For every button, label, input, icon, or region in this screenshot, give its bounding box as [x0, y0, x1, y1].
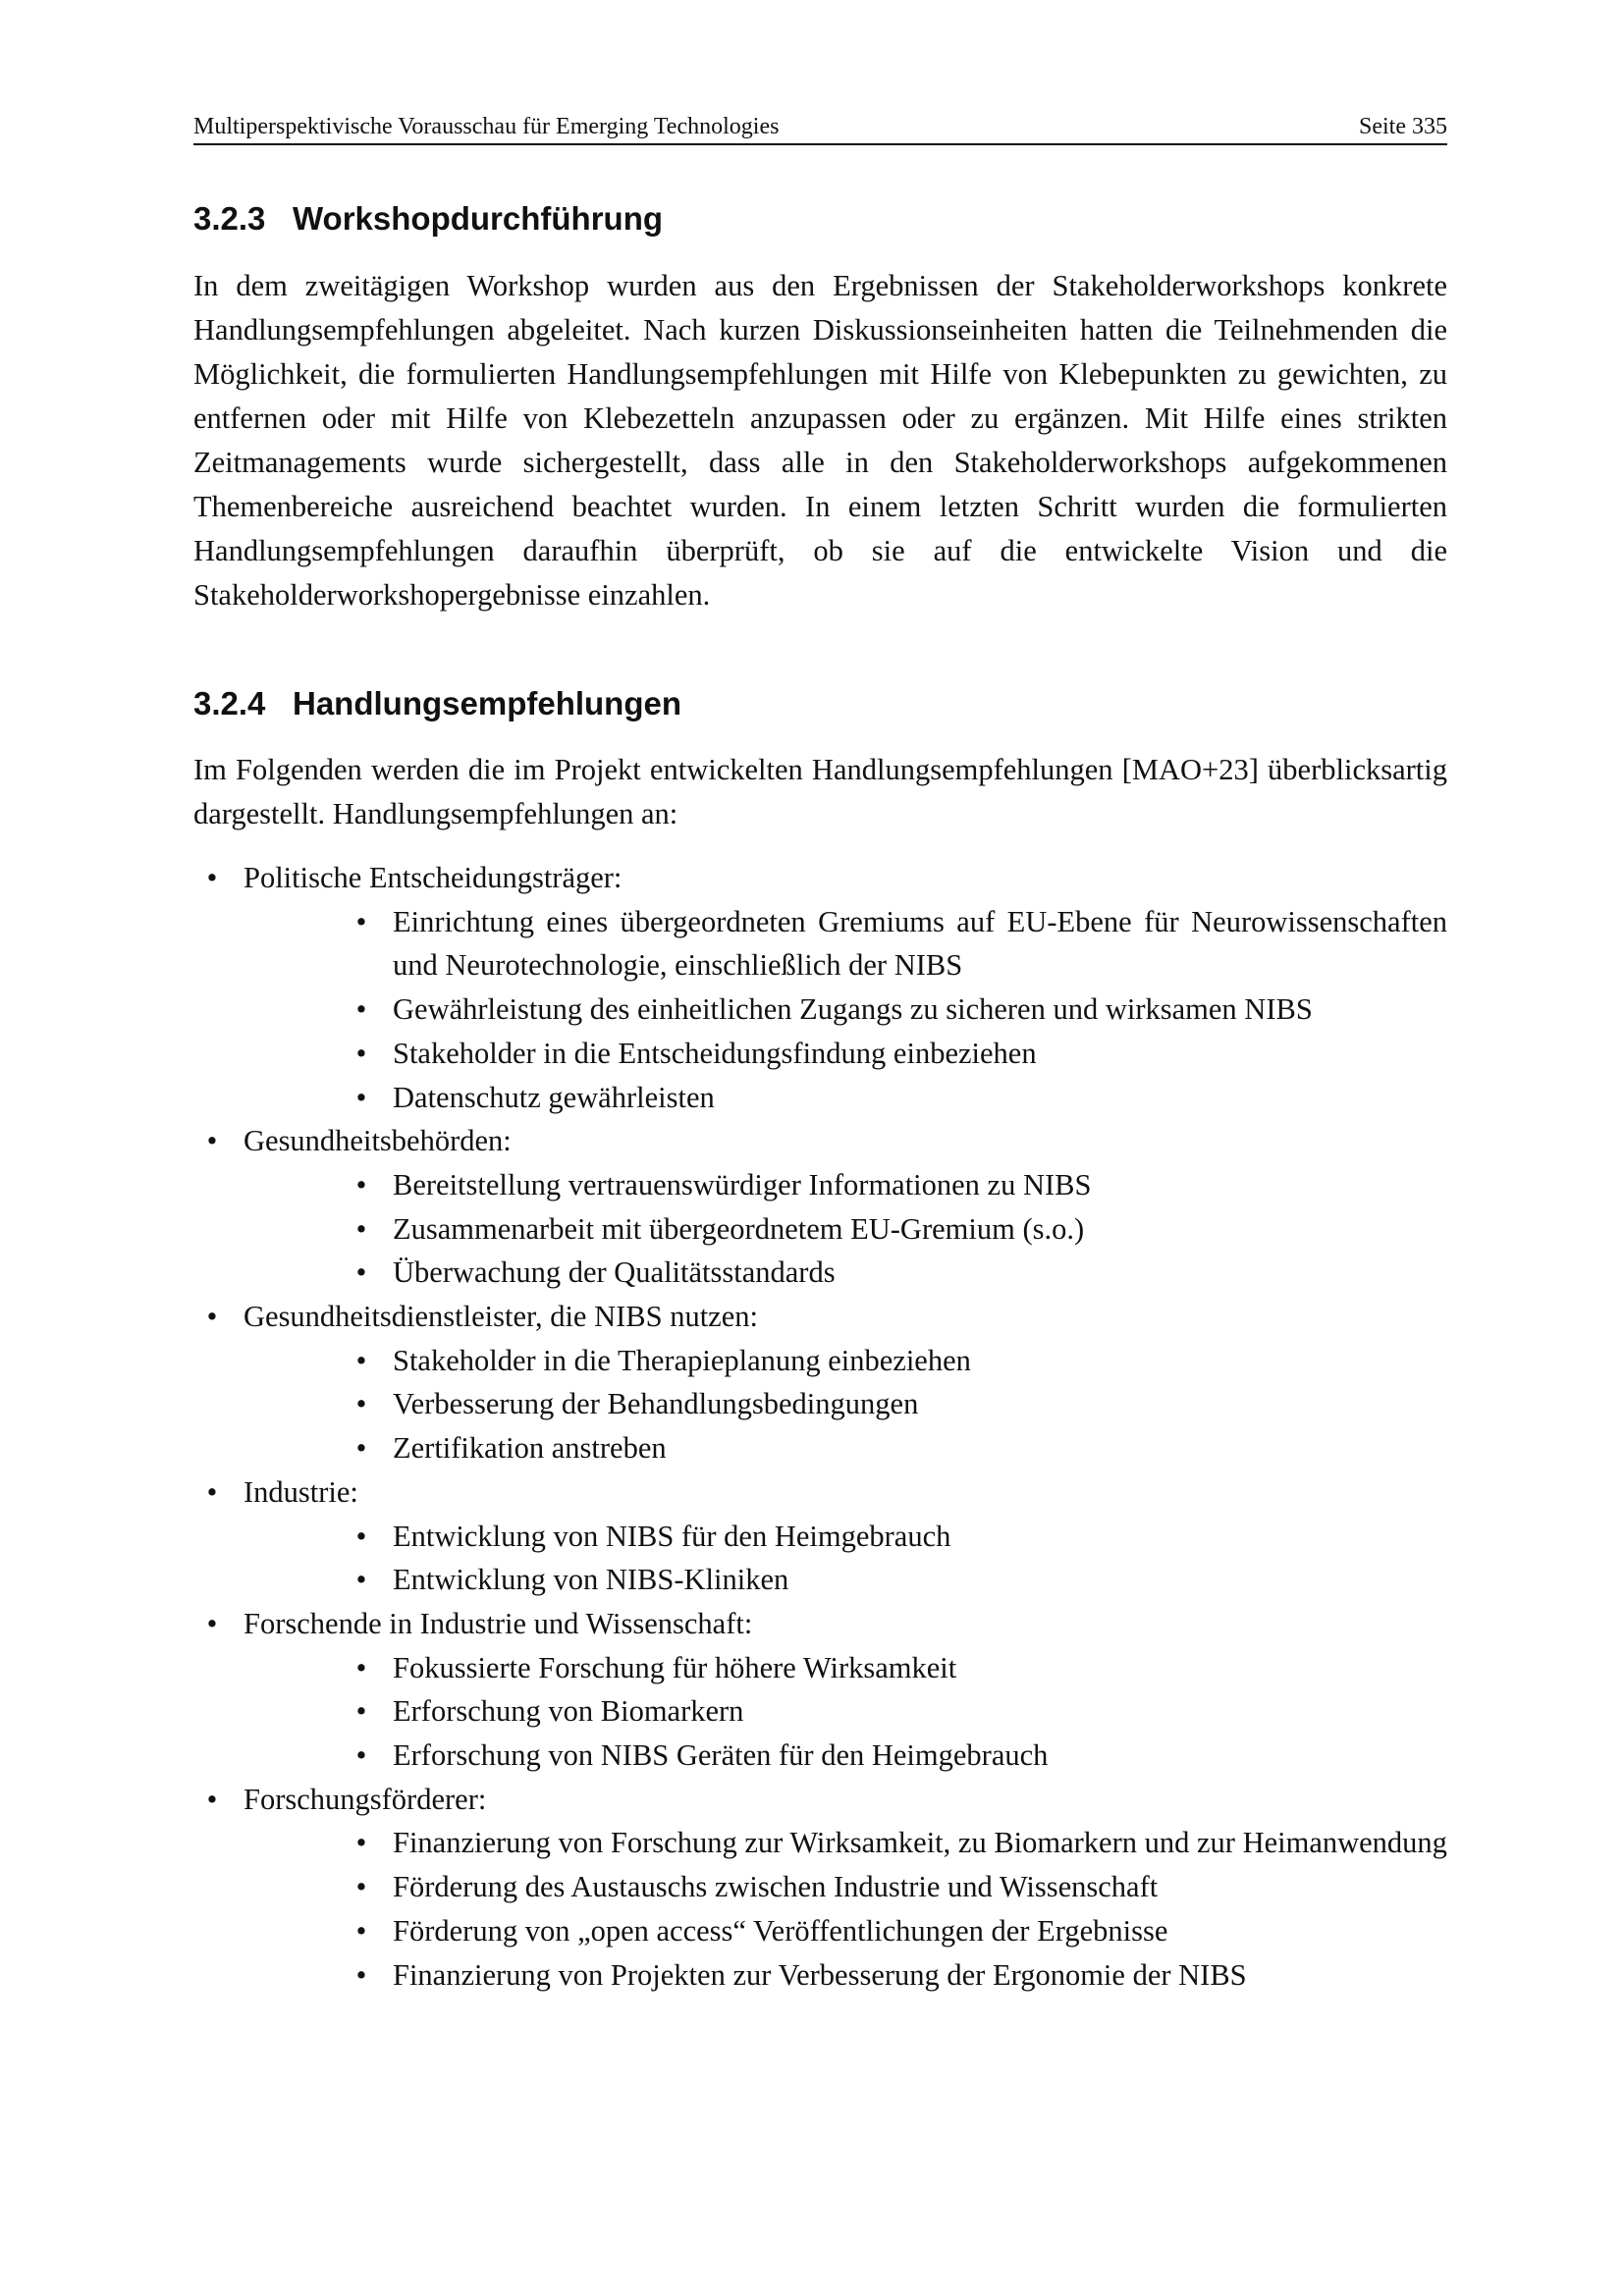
- section-number: 3.2.4: [193, 685, 266, 721]
- bullet-icon: •: [355, 1036, 367, 1070]
- bullet-icon: •: [355, 1519, 367, 1553]
- list-item: [244, 1515, 1447, 1559]
- group-label: Gesundheitsbehörden:: [244, 1124, 512, 1158]
- recommendation-group: [193, 856, 1447, 1119]
- group-label: Industrie:: [244, 1474, 358, 1509]
- list-item: [244, 1251, 1447, 1295]
- bullet-icon: •: [355, 1080, 367, 1114]
- workshop-paragraph: In dem zweitägigen Workshop wurden aus den Ergebnissen der Stakeholderworkshops konkrete Handlungsempfehlungen abgeleitet. Nach kurzen Diskussionseinheiten hatten die Teilnehmenden die Möglichkeit, die formulierten Handlungsempfehlungen mit Hilfe von Klebepunkten zu gewichten, zu entfernen oder mit Hilfe von Klebezetteln anzupassen oder zu ergänzen. Mit Hilfe eines strikten Zeitmanagements wurde sichergestellt, dass alle in den Stakeholderworkshops aufgekommenen Themenbereiche ausreichend beachtet wurden. In einem letzten Schritt wurden die formulierten Handlungsempfehlungen daraufhin überprüft, ob sie auf die entwickelte Vision und die Stakeholderworkshopergebnisse einzahlen.: [193, 269, 1447, 612]
- bullet-icon: •: [206, 1474, 218, 1509]
- list-item-text: Einrichtung eines übergeordneten Gremiums auf EU-Ebene für Neurowissenschaften und Neurotechnologie, einschließlich der NIBS: [393, 904, 1447, 983]
- list-item-text: Gewährleistung des einheitlichen Zugangs zu sicheren und wirksamen NIBS: [393, 992, 1313, 1027]
- list-item: [244, 1558, 1447, 1602]
- recommendation-sublist: [244, 1515, 1447, 1602]
- bullet-icon: •: [355, 1694, 367, 1729]
- list-item-text: Förderung des Austauschs zwischen Industrie und Wissenschaft: [393, 1870, 1159, 1904]
- list-item: [244, 1734, 1447, 1778]
- section-heading-workshop: [193, 199, 663, 239]
- list-item-text: Stakeholder in die Entscheidungsfindung einbeziehen: [393, 1036, 1037, 1070]
- bullet-icon: •: [206, 1606, 218, 1640]
- recommendation-group: [193, 1602, 1447, 1778]
- bullet-icon: •: [206, 1300, 218, 1334]
- section-number: 3.2.3: [193, 200, 266, 237]
- list-item: [244, 1689, 1447, 1734]
- page-header: [193, 110, 1447, 145]
- bullet-icon: •: [355, 1343, 367, 1377]
- bullet-icon: •: [355, 1255, 367, 1290]
- list-item-text: Stakeholder in die Therapieplanung einbeziehen: [393, 1343, 971, 1377]
- bullet-icon: •: [355, 1870, 367, 1904]
- bullet-icon: •: [355, 1913, 367, 1948]
- list-item: [244, 1865, 1447, 1909]
- list-item: [244, 1426, 1447, 1470]
- bullet-icon: •: [355, 904, 367, 938]
- list-item-text: Zertifikation anstreben: [393, 1431, 667, 1466]
- bullet-icon: •: [355, 1957, 367, 1992]
- recommendation-sublist: [244, 900, 1447, 1120]
- recommendation-sublist: [244, 1821, 1447, 1997]
- recommendation-group: [193, 1470, 1447, 1602]
- list-item: [244, 900, 1447, 988]
- recommendation-group: [193, 1778, 1447, 1998]
- list-item: [244, 1207, 1447, 1252]
- page-number: Seite 335: [1359, 114, 1447, 139]
- list-item: [244, 1646, 1447, 1690]
- list-item-text: Entwicklung von NIBS-Kliniken: [393, 1563, 789, 1597]
- list-item: [244, 1163, 1447, 1207]
- bullet-icon: •: [355, 1826, 367, 1860]
- list-item-text: Verbesserung der Behandlungsbedingungen: [393, 1387, 919, 1421]
- list-item: [244, 1382, 1447, 1426]
- list-item: [244, 1909, 1447, 1953]
- list-item-text: Finanzierung von Forschung zur Wirksamkeit, zu Biomarkern und zur Heimanwendung: [393, 1826, 1447, 1860]
- section-heading-recommendations: [193, 684, 681, 723]
- list-item: [244, 988, 1447, 1032]
- list-item-text: Finanzierung von Projekten zur Verbesserung der Ergonomie der NIBS: [393, 1957, 1247, 1992]
- list-item: [244, 1076, 1447, 1120]
- bullet-icon: •: [206, 1782, 218, 1816]
- recommendation-sublist: [244, 1339, 1447, 1470]
- group-label: Forschende in Industrie und Wissenschaft:: [244, 1606, 753, 1640]
- list-item: [244, 1953, 1447, 1998]
- list-item-text: Zusammenarbeit mit übergeordnetem EU-Gremium (s.o.): [393, 1211, 1085, 1246]
- recommendation-sublist: [244, 1163, 1447, 1295]
- group-label: Gesundheitsdienstleister, die NIBS nutzen:: [244, 1300, 758, 1334]
- group-label: Politische Entscheidungsträger:: [244, 861, 623, 894]
- recommendation-group: [193, 1295, 1447, 1470]
- running-title: Multiperspektivische Vorausschau für Emerging Technologies: [193, 114, 780, 139]
- section-title: Workshopdurchführung: [293, 200, 664, 237]
- list-item-text: Entwicklung von NIBS für den Heimgebrauch: [393, 1519, 951, 1553]
- list-item-text: Überwachung der Qualitätsstandards: [393, 1255, 836, 1290]
- list-item-text: Erforschung von NIBS Geräten für den Heimgebrauch: [393, 1738, 1049, 1773]
- section-title: Handlungsempfehlungen: [293, 685, 681, 721]
- bullet-icon: •: [355, 1167, 367, 1201]
- list-item: [244, 1821, 1447, 1865]
- list-item-text: Erforschung von Biomarkern: [393, 1694, 744, 1729]
- bullet-icon: •: [355, 1738, 367, 1773]
- recommendation-sublist: [244, 1646, 1447, 1778]
- recommendations-list: [193, 856, 1447, 1997]
- list-item-text: Datenschutz gewährleisten: [393, 1080, 715, 1114]
- bullet-icon: •: [355, 1650, 367, 1684]
- list-item-text: Bereitstellung vertrauenswürdiger Informationen zu NIBS: [393, 1167, 1092, 1201]
- group-label: Forschungsförderer:: [244, 1782, 487, 1816]
- bullet-icon: •: [355, 992, 367, 1027]
- list-item: [244, 1339, 1447, 1383]
- list-item: [244, 1032, 1447, 1076]
- bullet-icon: •: [355, 1431, 367, 1466]
- bullet-icon: •: [206, 1124, 218, 1158]
- list-item-text: Fokussierte Forschung für höhere Wirksamkeit: [393, 1650, 957, 1684]
- bullet-icon: •: [355, 1387, 367, 1421]
- bullet-icon: •: [206, 861, 218, 894]
- bullet-icon: •: [355, 1211, 367, 1246]
- recommendations-intro: Im Folgenden werden die im Projekt entwickelten Handlungsempfehlungen [MAO+23] überblicksartig dargestellt. Handlungsempfehlungen an:: [193, 753, 1447, 830]
- list-item-text: Förderung von „open access“ Veröffentlichungen der Ergebnisse: [393, 1913, 1168, 1948]
- bullet-icon: •: [355, 1563, 367, 1597]
- recommendation-group: [193, 1119, 1447, 1295]
